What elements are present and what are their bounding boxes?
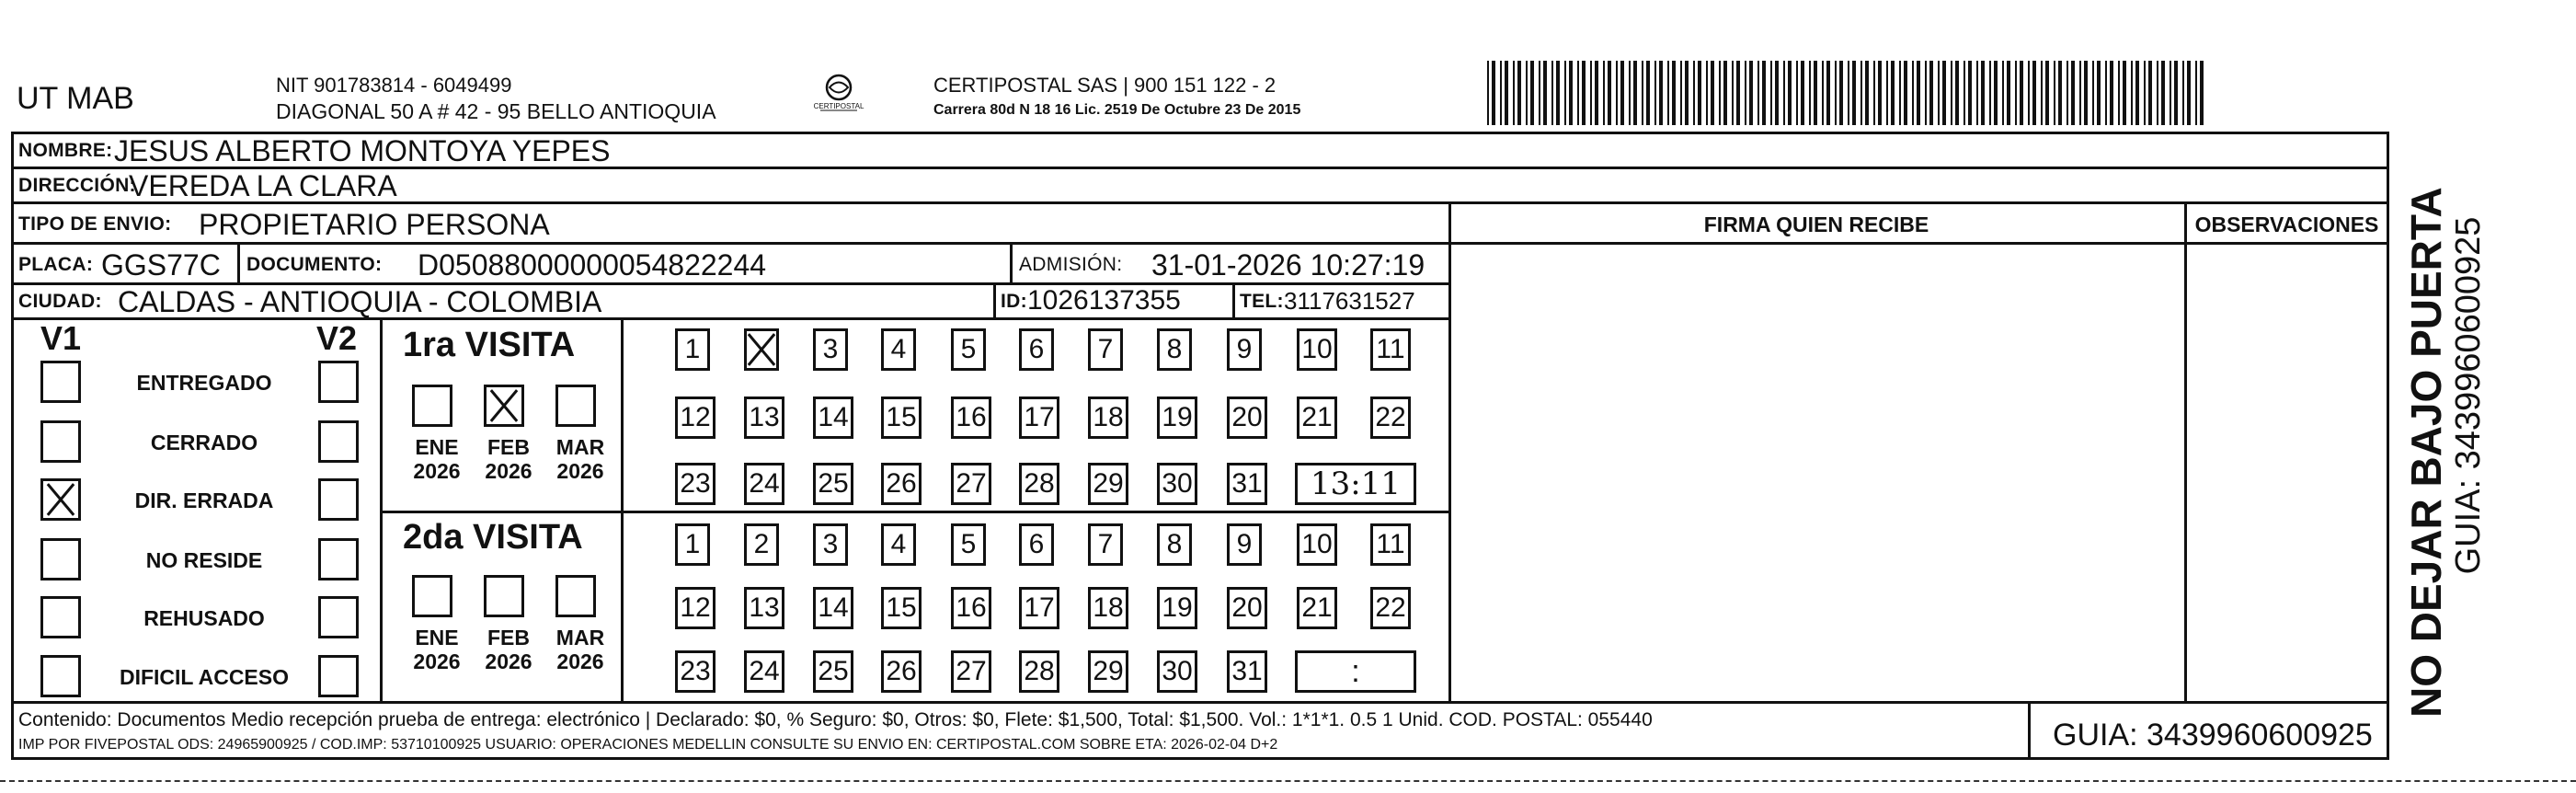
visit2-day-22[interactable]: 22 [1370, 587, 1411, 629]
visit2-day-14[interactable]: 14 [813, 587, 853, 629]
visit1-day-31[interactable]: 31 [1227, 463, 1267, 505]
visit1-month-ene-checkbox[interactable] [412, 385, 452, 427]
visit2-day-6[interactable]: 6 [1019, 523, 1054, 566]
visit2-day-30[interactable]: 30 [1157, 650, 1197, 693]
visit2-day-20[interactable]: 20 [1227, 587, 1267, 629]
visit1-day-12[interactable]: 12 [675, 396, 716, 439]
v1-label: V1 [40, 319, 82, 357]
v1-checkbox-entregado[interactable] [40, 361, 81, 403]
status-label-no-reside: NO RESIDE [145, 548, 263, 572]
visit1-month-feb-year: 2026 [485, 459, 532, 483]
visit2-day-2[interactable]: 2 [744, 523, 779, 566]
visit2-month-mar-year: 2026 [556, 649, 604, 673]
v2-checkbox-rehusado[interactable] [318, 596, 359, 638]
v1-checkbox-dir-errada[interactable] [40, 478, 81, 521]
visit1-day-24[interactable]: 24 [744, 463, 784, 505]
visit2-day-28[interactable]: 28 [1019, 650, 1059, 693]
visit2-day-7[interactable]: 7 [1088, 523, 1123, 566]
visit1-day-29[interactable]: 29 [1088, 463, 1128, 505]
status-label-cerrado: CERRADO [150, 431, 258, 454]
direccion-value: VEREDA LA CLARA [129, 169, 397, 202]
nombre-value: JESUS ALBERTO MONTOYA YEPES [114, 134, 611, 167]
visit2-day-18[interactable]: 18 [1088, 587, 1128, 629]
visit1-day-23[interactable]: 23 [675, 463, 716, 505]
company-address: Carrera 80d N 18 16 Lic. 2519 De Octubre 23 De 2015 [933, 102, 1301, 118]
admision-label: ADMISIÓN: [1019, 254, 1123, 275]
placa-label: PLACA: [18, 254, 94, 275]
visit1-day-3[interactable]: 3 [813, 328, 848, 371]
visit1-month-ene-year: 2026 [413, 459, 461, 483]
visit1-day-10[interactable]: 10 [1297, 328, 1337, 371]
visit2-day-13[interactable]: 13 [744, 587, 784, 629]
v1-checkbox-cerrado[interactable] [40, 420, 81, 463]
visit2-month-ene-year: 2026 [413, 649, 461, 673]
visit2-month-feb-checkbox[interactable] [484, 575, 524, 617]
visit1-day-5[interactable]: 5 [951, 328, 986, 371]
visit2-day-25[interactable]: 25 [813, 650, 853, 693]
visit1-day-15[interactable]: 15 [881, 396, 922, 439]
visit1-day-26[interactable]: 26 [881, 463, 922, 505]
visit1-day-22[interactable]: 22 [1370, 396, 1411, 439]
ciudad-value: CALDAS - ANTIOQUIA - COLOMBIA [118, 285, 602, 318]
v1-checkbox-no-reside[interactable] [40, 538, 81, 580]
footer-guia-number: GUIA: 3439960600925 [2053, 718, 2373, 753]
visit1-day-6[interactable]: 6 [1019, 328, 1054, 371]
visit2-title: 2da VISITA [403, 518, 583, 557]
v2-checkbox-dir-errada[interactable] [318, 478, 359, 521]
visit1-day-30[interactable]: 30 [1157, 463, 1197, 505]
status-label-dificil-acceso: DIFICIL ACCESO [119, 665, 289, 689]
ciudad-label: CIUDAD: [18, 291, 102, 312]
visit2-day-27[interactable]: 27 [951, 650, 991, 693]
tel-label: TEL: [1240, 291, 1284, 312]
visit2-day-9[interactable]: 9 [1227, 523, 1262, 566]
visit1-day-27[interactable]: 27 [951, 463, 991, 505]
v1-checkbox-rehusado[interactable] [40, 596, 81, 638]
tipo-envio-value: PROPIETARIO PERSONA [199, 208, 550, 241]
visit2-day-12[interactable]: 12 [675, 587, 716, 629]
visit2-day-31[interactable]: 31 [1227, 650, 1267, 693]
sender-address: DIAGONAL 50 A # 42 - 95 BELLO ANTIOQUIA [276, 99, 716, 123]
visit2-day-5[interactable]: 5 [951, 523, 986, 566]
visit1-day-4[interactable]: 4 [881, 328, 916, 371]
visit2-day-26[interactable]: 26 [881, 650, 922, 693]
id-value: 1026137355 [1027, 285, 1181, 316]
visit1-day-13[interactable]: 13 [744, 396, 784, 439]
side-guia-number: GUIA: 3439960600925 [2449, 216, 2488, 575]
tipo-envio-label: TIPO DE ENVIO: [18, 213, 172, 235]
v2-label: V2 [316, 319, 358, 357]
visit1-month-feb-label: FEB [487, 435, 530, 459]
visit2-month-mar-label: MAR [555, 626, 605, 649]
visit1-day-2[interactable] [744, 328, 779, 371]
status-label-rehusado: REHUSADO [143, 606, 265, 630]
visit1-title: 1ra VISITA [403, 326, 576, 364]
visit1-day-16[interactable]: 16 [951, 396, 991, 439]
visit1-month-mar-year: 2026 [556, 459, 604, 483]
v2-checkbox-dificil-acceso[interactable] [318, 655, 359, 697]
visit2-day-19[interactable]: 19 [1157, 587, 1197, 629]
visit1-day-25[interactable]: 25 [813, 463, 853, 505]
visit1-day-18[interactable]: 18 [1088, 396, 1128, 439]
visit2-day-29[interactable]: 29 [1088, 650, 1128, 693]
status-label-dir-errada: DIR. ERRADA [134, 488, 274, 512]
visit1-day-21[interactable]: 21 [1297, 396, 1337, 439]
visit2-day-3[interactable]: 3 [813, 523, 848, 566]
visit2-day-16[interactable]: 16 [951, 587, 991, 629]
visit2-month-ene-label: ENE [415, 626, 459, 649]
visit2-day-15[interactable]: 15 [881, 587, 922, 629]
id-label: ID: [1001, 291, 1027, 312]
documento-value: D05088000000054822244 [418, 248, 767, 282]
visit2-day-17[interactable]: 17 [1019, 587, 1059, 629]
visit2-month-feb-year: 2026 [485, 649, 532, 673]
barcode [1485, 61, 2212, 127]
visit1-day-19[interactable]: 19 [1157, 396, 1197, 439]
visit1-day-28[interactable]: 28 [1019, 463, 1059, 505]
sender-nit: NIT 901783814 - 6049499 [276, 74, 512, 97]
observations-area[interactable] [2184, 242, 2389, 701]
no-dejar-bajo-puerta-warning: NO DEJAR BAJO PUERTA [2402, 187, 2450, 718]
visit1-day-20[interactable]: 20 [1227, 396, 1267, 439]
visit2-day-4[interactable]: 4 [881, 523, 916, 566]
visit2-day-21[interactable]: 21 [1297, 587, 1337, 629]
v2-checkbox-entregado[interactable] [318, 361, 359, 403]
nombre-label: NOMBRE: [18, 140, 113, 161]
footer-imp-info: IMP POR FIVEPOSTAL ODS: 24965900925 / COD.IMP: 53710100925 USUARIO: OPERACIONES MEDELLIN CONSULTE SU ENVIO EN: CERTIPOSTAL.COM SOBRE ETA: 2026-02-04 D+2 [18, 737, 1278, 753]
visit2-day-11[interactable]: 11 [1370, 523, 1411, 566]
visit2-day-1[interactable]: 1 [675, 523, 710, 566]
firma-label: FIRMA QUIEN RECIBE [1703, 213, 1929, 236]
visit1-day-17[interactable]: 17 [1019, 396, 1059, 439]
v2-checkbox-no-reside[interactable] [318, 538, 359, 580]
visit2-day-8[interactable]: 8 [1157, 523, 1192, 566]
visit1-day-11[interactable]: 11 [1370, 328, 1411, 371]
visit2-time-box[interactable]: : [1295, 650, 1416, 693]
visit2-month-feb-label: FEB [487, 626, 530, 649]
v1-checkbox-dificil-acceso[interactable] [40, 655, 81, 697]
footer-contenido: Contenido: Documentos Medio recepción prueba de entrega: electrónico | Declarado: $0, % Seguro: $0, Otros: $0, Flete: $1,500, Total: $1,500. Vol.: 1*1*1. 0.5 1 Unid. COD. POSTAL: 055440 [18, 709, 1653, 730]
direccion-label: DIRECCIÓN: [18, 175, 136, 196]
tel-value: 3117631527 [1284, 287, 1415, 315]
v2-checkbox-cerrado[interactable] [318, 420, 359, 463]
visit2-day-24[interactable]: 24 [744, 650, 784, 693]
observaciones-label: OBSERVACIONES [2194, 213, 2379, 236]
visit2-day-23[interactable]: 23 [675, 650, 716, 693]
visit1-day-9[interactable]: 9 [1227, 328, 1262, 371]
signature-area[interactable] [1448, 242, 2184, 701]
visit1-day-7[interactable]: 7 [1088, 328, 1123, 371]
certipostal-logo: CERTIPOSTAL [809, 72, 868, 120]
placa-value: GGS77C [101, 248, 221, 282]
visit2-month-mar-checkbox[interactable] [555, 575, 596, 617]
status-label-entregado: ENTREGADO [136, 371, 272, 395]
visit1-month-mar-checkbox[interactable] [555, 385, 596, 427]
documento-label: DOCUMENTO: [246, 254, 383, 275]
visit1-month-ene-label: ENE [415, 435, 459, 459]
admision-value: 31-01-2026 10:27:19 [1151, 248, 1425, 282]
visit1-day-1[interactable]: 1 [675, 328, 710, 371]
visit2-month-ene-checkbox[interactable] [412, 575, 452, 617]
visit2-day-10[interactable]: 10 [1297, 523, 1337, 566]
visit1-day-14[interactable]: 14 [813, 396, 853, 439]
visit1-time-box[interactable]: 13:11 [1295, 463, 1416, 505]
sender-name: UT MAB [17, 81, 134, 116]
visit1-month-mar-label: MAR [555, 435, 605, 459]
company-name: CERTIPOSTAL SAS | 900 151 122 - 2 [933, 74, 1277, 97]
visit1-month-feb-checkbox[interactable] [484, 385, 524, 427]
visit1-day-8[interactable]: 8 [1157, 328, 1192, 371]
